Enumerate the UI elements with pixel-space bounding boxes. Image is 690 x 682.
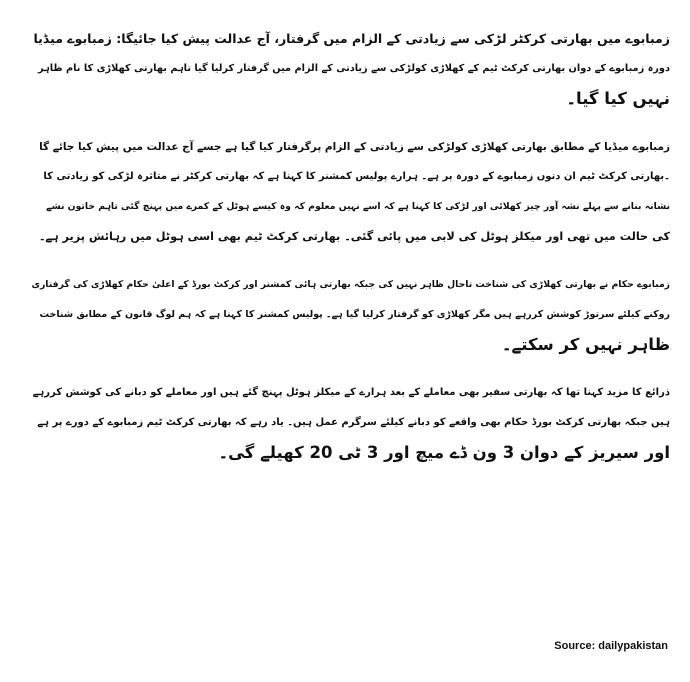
paragraph-line: نشانہ بنانے سے پہلے نشہ آور چیز کھلائی اور لڑکی کا کہنا ہے کہ اسے نہیں معلوم کہ وہ کیسے ہوٹل کے کمرے میں پہنچ گئی تاہم خاتون نشے [46, 201, 670, 212]
paragraph-2 [30, 132, 670, 252]
paragraph-line: کی حالت میں تھی اور میکلز ہوٹل کی لابی میں پائی گئی۔ بھارتی کرکٹ ٹیم بھی اسی ہوٹل میں رہائش پزیر ہے۔ [38, 230, 670, 243]
paragraph-3 [30, 270, 670, 360]
paragraph-line: نہیں کیا گیا۔ [566, 89, 670, 108]
paragraph-line: ۔بھارتی کرکٹ ٹیم ان دنوں زمبابوے کے دورہ پر ہے۔ ہرارے پولیس کمشنر کا کہنا ہے کہ بھارتی کرکٹر نے متاثرہ لڑکی کو زیادتی کا [43, 171, 670, 182]
paragraph-1 [30, 24, 670, 114]
paragraph-line: زمبابوے حکام نے بھارتی کھلاڑی کی شناخت تاحال ظاہر نہیں کی جبکہ بھارتی ہائی کمشنر اور کرکٹ بورڈ کے اعلیٰ حکام کھلاڑی کی گرفتاری [31, 279, 670, 290]
paragraph-line: زمبابوے میں بھارتی کرکٹر لڑکی سے زیادتی کے الزام میں گرفتار، آج عدالت پیش کیا جائیگا: زمبابوے میڈیا [33, 31, 670, 46]
paragraph-line: روکنے کیلئے سرتوڑ کوشش کررہے ہیں مگر کھلاڑی کو گرفتار کرلیا گیا ہے۔ پولیس کمشنر کا کہنا ہے کہ ہم لوگ قانون کے مطابق شناخت [39, 309, 670, 320]
paragraph-line: زمبابوے میڈیا کے مطابق بھارتی کھلاڑی کولڑکی سے زیادتی کے الزام پرگرفتار کیا گیا ہے جسے آج عدالت میں پیش کیا جائے گا [39, 141, 670, 153]
paragraph-line: ہیں جبکہ بھارتی کرکٹ بورڈ حکام بھی واقعے کو دبانے کیلئے سرگرم عمل ہیں۔ یاد رہے کہ بھارتی کرکٹ ٹیم زمبابوے کے دورے پر ہے [37, 417, 670, 428]
source-credit: Source: dailypakistan [554, 640, 668, 652]
paragraph-line: ذرائع کا مزید کہنا تھا کہ بھارتی سفیر بھی معاملے کے بعد ہرارے کے میکلز ہوٹل پہنچ گئے ہیں اور معاملے کو دبانے کی کوشش کررہے [32, 387, 670, 398]
paragraph-line: دورہ زمبابوے کے دوان بھارتی کرکٹ ٹیم کے کھلاڑی کولڑکی سے زیادتی کے الزام میں گرفتار کرلیا گیا تاہم بھارتی کھلاڑی کا نام ظاہر [37, 63, 670, 74]
paragraph-line: اور سیریز کے دوان 3 ون ڈے میچ اور 3 ٹی 20 کھیلے گی۔ [218, 443, 670, 462]
paragraph-line: ظاہر نہیں کر سکتے۔ [501, 335, 670, 354]
article-body [30, 24, 670, 486]
paragraph-4 [30, 378, 670, 468]
